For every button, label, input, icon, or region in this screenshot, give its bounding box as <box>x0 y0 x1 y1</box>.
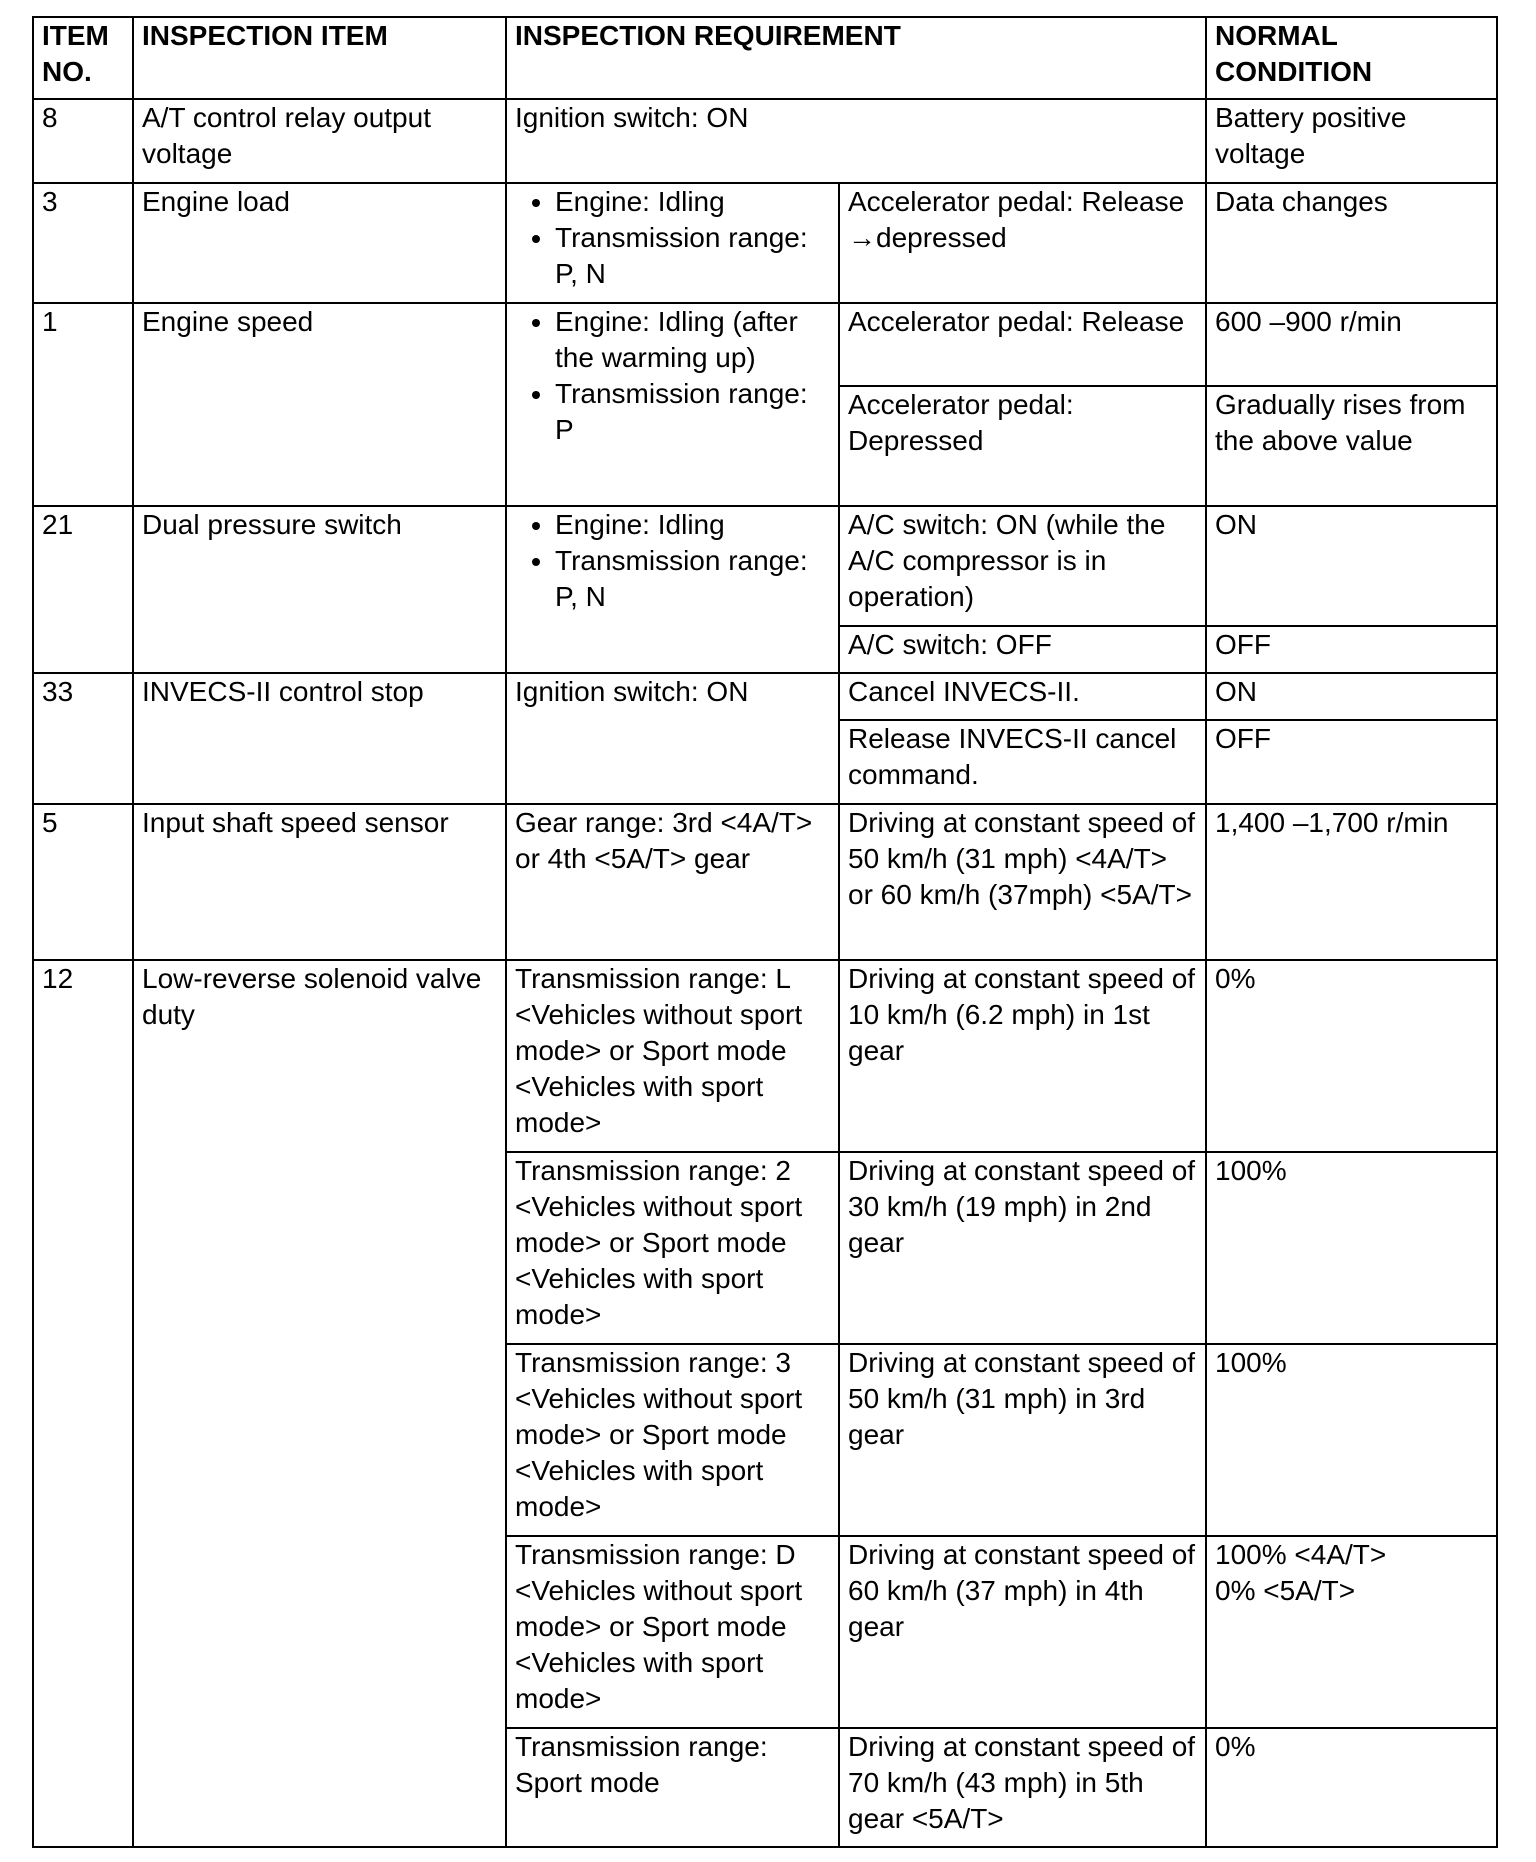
normal-condition-line: 0% <5A/T> <box>1215 1575 1356 1607</box>
requirement-bullet-list <box>515 304 830 448</box>
inspection-item-name: INVECS-II control stop <box>133 673 506 804</box>
requirement-bullet: • Engine: Idling (after the warming up) <box>555 304 830 376</box>
header-row <box>33 17 1497 99</box>
normal-condition <box>1206 1536 1497 1728</box>
operating-condition: Driving at constant speed of 50 km/h (31 mph) in 3rd gear <box>839 1344 1206 1536</box>
table-row <box>33 673 1497 720</box>
normal-condition: ON <box>1206 673 1497 720</box>
requirement-bullet-list <box>515 184 830 292</box>
operating-condition: Driving at constant speed of 10 km/h (6.2 mph) in 1st gear <box>839 960 1206 1152</box>
table-row <box>33 183 1497 303</box>
operating-condition: Cancel INVECS-II. <box>839 673 1206 720</box>
inspection-item-name: Engine load <box>133 183 506 303</box>
header-inspection-requirement: INSPECTION REQUIREMENT <box>506 17 1206 99</box>
item-number: 8 <box>33 99 133 183</box>
operating-condition: Accelerator pedal: Depressed <box>839 386 1206 506</box>
inspection-table <box>32 16 1498 1848</box>
requirement-conditions <box>506 183 839 303</box>
normal-condition: Data changes <box>1206 183 1497 303</box>
table-row <box>33 99 1497 183</box>
requirement-bullet: • Transmission range: P <box>555 376 830 448</box>
operating-condition: Release INVECS-II cancel command. <box>839 720 1206 804</box>
item-number: 1 <box>33 303 133 506</box>
requirement-conditions <box>506 506 839 673</box>
normal-condition: 0% <box>1206 1728 1497 1847</box>
inspection-requirement: Transmission range: 2 <Vehicles without sport mode> or Sport mode <Vehicles with sport mode> <box>506 1152 839 1344</box>
inspection-item-name: Dual pressure switch <box>133 506 506 673</box>
header-item-no: ITEM NO. <box>33 17 133 99</box>
requirement-bullet: • Transmission range: P, N <box>555 543 830 615</box>
normal-condition: 1,400 –1,700 r/min <box>1206 804 1497 960</box>
table-row <box>33 960 1497 1152</box>
operating-condition: Accelerator pedal: Release →depressed <box>839 183 1206 303</box>
inspection-item-name: A/T control relay output voltage <box>133 99 506 183</box>
operating-condition: Driving at constant speed of 50 km/h (31 mph) <4A/T> or 60 km/h (37mph) <5A/T> <box>839 804 1206 960</box>
requirement-conditions <box>506 303 839 506</box>
item-number: 12 <box>33 960 133 1847</box>
item-number: 3 <box>33 183 133 303</box>
operating-condition: Driving at constant speed of 70 km/h (43 mph) in 5th gear <5A/T> <box>839 1728 1206 1847</box>
normal-condition: 0% <box>1206 960 1497 1152</box>
normal-condition: 100% <box>1206 1344 1497 1536</box>
inspection-requirement: Gear range: 3rd <4A/T> or 4th <5A/T> gear <box>506 804 839 960</box>
table-row <box>33 506 1497 626</box>
normal-condition: ON <box>1206 506 1497 626</box>
normal-condition: 100% <box>1206 1152 1497 1344</box>
inspection-requirement: Ignition switch: ON <box>506 99 1206 183</box>
normal-condition: OFF <box>1206 720 1497 804</box>
operating-condition: Driving at constant speed of 30 km/h (19 mph) in 2nd gear <box>839 1152 1206 1344</box>
header-inspection-item: INSPECTION ITEM <box>133 17 506 99</box>
operating-condition: A/C switch: ON (while the A/C compressor is in operation) <box>839 506 1206 626</box>
requirement-bullet: • Transmission range: P, N <box>555 220 830 292</box>
operating-condition: Accelerator pedal: Release <box>839 303 1206 387</box>
operating-condition: A/C switch: OFF <box>839 626 1206 673</box>
inspection-item-name: Low-reverse solenoid valve duty <box>133 960 506 1847</box>
normal-condition: Gradually rises from the above value <box>1206 386 1497 506</box>
requirement-bullet: • Engine: Idling <box>555 507 830 543</box>
inspection-item-name: Engine speed <box>133 303 506 506</box>
inspection-requirement: Transmission range: 3 <Vehicles without sport mode> or Sport mode <Vehicles with sport mode> <box>506 1344 839 1536</box>
item-number: 5 <box>33 804 133 960</box>
table-row <box>33 804 1497 960</box>
normal-condition: Battery positive voltage <box>1206 99 1497 183</box>
inspection-requirement: Ignition switch: ON <box>506 673 839 804</box>
table-row <box>33 303 1497 387</box>
inspection-item-name: Input shaft speed sensor <box>133 804 506 960</box>
requirement-bullet-list <box>515 507 830 615</box>
inspection-requirement: Transmission range: L <Vehicles without sport mode> or Sport mode <Vehicles with sport mode> <box>506 960 839 1152</box>
item-number: 33 <box>33 673 133 804</box>
normal-condition: OFF <box>1206 626 1497 673</box>
normal-condition: 600 –900 r/min <box>1206 303 1497 387</box>
operating-condition: Driving at constant speed of 60 km/h (37 mph) in 4th gear <box>839 1536 1206 1728</box>
inspection-requirement: Transmission range: Sport mode <box>506 1728 839 1847</box>
inspection-requirement: Transmission range: D <Vehicles without sport mode> or Sport mode <Vehicles with sport mode> <box>506 1536 839 1728</box>
normal-condition-line: 100% <4A/T> <box>1215 1539 1387 1571</box>
item-number: 21 <box>33 506 133 673</box>
requirement-bullet: • Engine: Idling <box>555 184 830 220</box>
header-normal-condition: NORMAL CONDITION <box>1206 17 1497 99</box>
